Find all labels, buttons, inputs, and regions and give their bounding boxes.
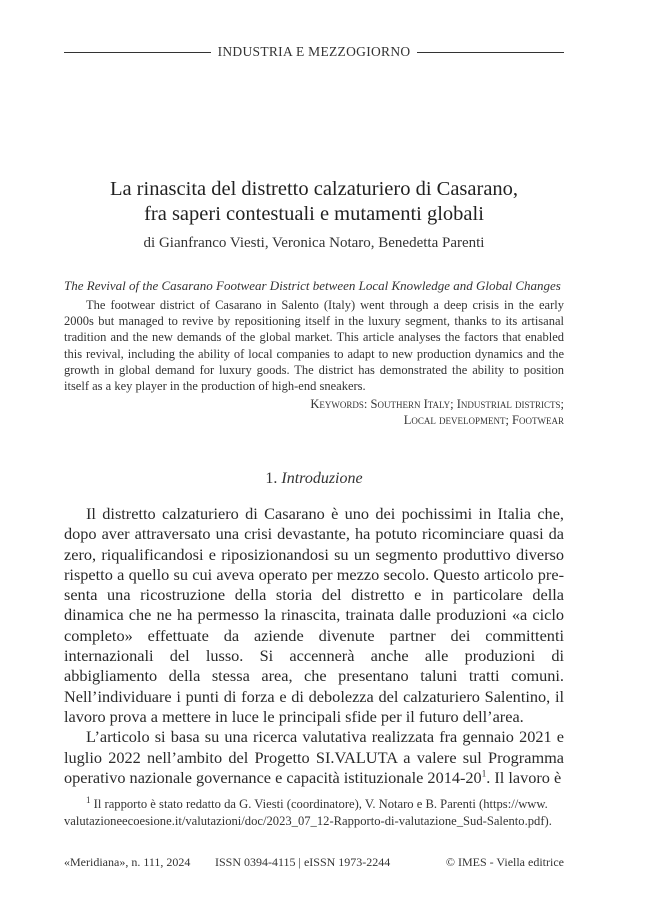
footer-publisher: © IMES - Viella editrice (445, 855, 564, 869)
body-paragraph-1: Il distretto calzaturiero di Casarano è uno dei pochissimi in Italia che, dopo aver attraversato una crisi devastante, ha potuto ricominciare quasi da zero, riqualificandosi e riposizionandosi su un segmento produttivo diverso rispetto a quello su cui aveva operato per mezzo secolo. Questo articolo presenta una ricostruzione della storia del distretto e in particolare della dinamica che ne ha permesso la rinascita, trainata dalle produzioni «a ciclo completo» effettuate da aziende divenute partner dei committenti internazionali del lusso. Si accennerà anche alle produzioni di abbigliamento della stessa area, che presentano taluni tratti comuni. Nell’individuare i punti di forza e di debolezza del calzaturiero Salentino, il lavoro prova a mettere in luce le principali sfide per il futuro dell’area. (64, 504, 564, 726)
keywords (64, 396, 564, 428)
footnote-url[interactable]: valutazioneecoesione.it/valutazioni/doc/2023_07_12-Rapporto-di-valutazione_Sud-Salento.pdf). (64, 814, 552, 828)
running-header (64, 42, 564, 62)
running-title: INDUSTRIA E MEZZOGIORNO (217, 44, 411, 59)
article-title-line-1: La rinascita del distretto calzaturiero di Casarano, (109, 178, 519, 200)
footnote (64, 796, 564, 830)
paragraph-2-text: L’articolo si basa su una ricerca valutativa realizzata fra gennaio 2021 e luglio 2022 nell’ambito del Progetto SI.VALUTA a valere sul Programma operativo nazionale governance e capacità istituzionale 2014-20 (64, 727, 564, 787)
article-title-line-2: fra saperi contestuali e mutamenti globali (144, 203, 484, 225)
body-text (64, 504, 564, 788)
section-title: Introduzione (281, 470, 363, 487)
header-rule-left (64, 52, 211, 53)
footnote-reference[interactable]: 1 (481, 768, 487, 779)
header-rule-right (417, 52, 564, 53)
page-footer (64, 855, 564, 871)
footer-issn: ISSN 0394-4115 | eISSN 1973-2244 (215, 855, 391, 869)
section-number: 1. (265, 470, 278, 487)
footnote-number: 1 (86, 794, 91, 805)
abstract-title: The Revival of the Casarano Footwear District between Local Knowledge and Global Changes (64, 278, 561, 293)
body-paragraph-2 (64, 727, 564, 788)
article-title (64, 177, 564, 227)
footnote-line-1 (64, 796, 564, 813)
footer-journal: «Meridiana», n. 111, 2024 (64, 855, 191, 869)
section-heading (64, 470, 564, 488)
article-authors: di Gianfranco Viesti, Veronica Notaro, Benedetta Parenti (143, 235, 485, 251)
keywords-line-1: Keywords: Southern Italy; Industrial districts; (310, 397, 564, 411)
keywords-line-2: Local development; Footwear (403, 413, 564, 427)
paragraph-2-tail: . Il lavoro è (486, 767, 562, 787)
abstract-text: The footwear district of Casarano in Salento (Italy) went through a deep crisis in the early 2000s but managed to revive by repositioning itself in the luxury segment, thanks to its artisanal tradition and the new demands of the global market. This article analyses the factors that enabled this revival, including the ability of local companies to adapt to new production dynamics and the growth in global demand for luxury goods. The district has demonstrated the ability to position itself as a key player in the production of high-end sneakers. (64, 298, 564, 394)
footnote-text: Il rapporto è stato redatto da G. Viesti (coordinatore), V. Notaro e B. Parenti (https://www. (93, 797, 548, 811)
